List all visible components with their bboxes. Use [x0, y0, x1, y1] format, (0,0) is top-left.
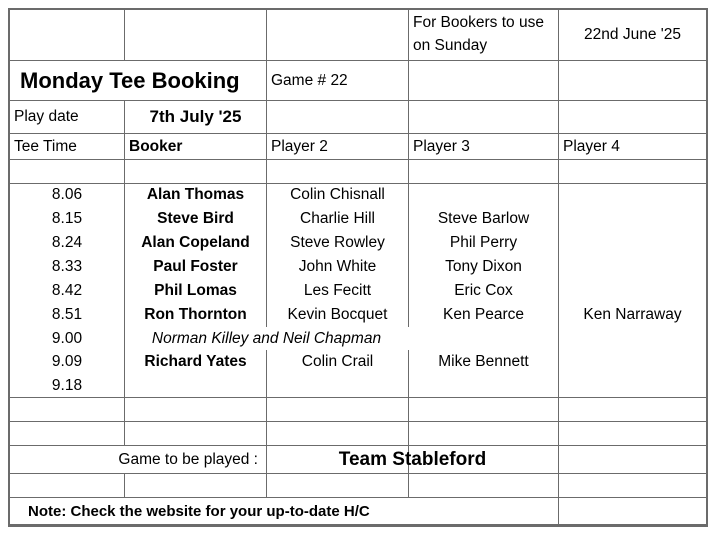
player-3-name: Steve Barlow: [437, 210, 530, 227]
tee-time: 8.24: [51, 234, 83, 251]
tee-time: 8.51: [51, 306, 83, 323]
grid-line: [8, 524, 708, 527]
grid-line: [558, 8, 559, 527]
player-2-name: Charlie Hill: [300, 210, 375, 227]
booker-name: Paul Foster: [153, 258, 238, 275]
game-format-value: Team Stableford: [338, 448, 487, 470]
player-3-name: Phil Perry: [449, 234, 518, 251]
column-header-player-3: Player 3: [413, 137, 470, 155]
player-3-name: Ken Pearce: [443, 306, 524, 323]
player-2-name: Les Fecitt: [303, 282, 372, 299]
tee-time: 8.06: [51, 186, 83, 203]
tee-time: 9.09: [51, 353, 83, 370]
player-3-name: Mike Bennett: [438, 353, 529, 370]
player-3-name: Tony Dixon: [445, 258, 522, 275]
player-2-name: Colin Chisnall: [290, 186, 385, 203]
grid-line: [8, 473, 708, 474]
page-title: Monday Tee Booking: [20, 67, 240, 93]
tee-time: 8.42: [51, 282, 83, 299]
booker-name: Steve Bird: [157, 210, 234, 227]
tee-time: 9.00: [51, 329, 83, 347]
grid-line: [8, 421, 708, 422]
player-3-name: Eric Cox: [454, 282, 513, 299]
issue-date: 22nd June '25: [584, 26, 681, 43]
play-date-value: 7th July '25: [149, 107, 242, 126]
player-2-name: John White: [298, 258, 377, 275]
game-format-label: Game to be played :: [118, 450, 258, 468]
column-header-tee-time: Tee Time: [14, 137, 77, 155]
play-date-label: Play date: [14, 108, 79, 125]
tee-time: 8.15: [51, 210, 83, 227]
column-header-player-2: Player 2: [271, 137, 328, 155]
grid-line: [124, 473, 125, 497]
booker-name: Alan Copeland: [141, 234, 250, 251]
player-4-name: Ken Narraway: [583, 306, 682, 323]
merged-booking-note: Norman Killey and Neil Chapman: [151, 329, 382, 347]
column-header-booker: Booker: [129, 137, 183, 155]
grid-line: [8, 159, 708, 160]
booker-name: Alan Thomas: [146, 186, 245, 203]
player-2-name: Kevin Bocquet: [287, 306, 388, 323]
booker-name: Ron Thornton: [144, 306, 247, 323]
player-2-name: Colin Crail: [301, 353, 374, 370]
game-number: Game # 22: [271, 71, 348, 89]
tee-time: 9.18: [51, 376, 83, 394]
grid-line: [8, 397, 708, 398]
grid-line: [706, 8, 708, 527]
booker-name: Richard Yates: [144, 353, 247, 370]
grid-line: [124, 8, 125, 60]
booker-name: Phil Lomas: [154, 282, 237, 299]
tee-booking-sheet: [8, 8, 708, 527]
player-2-name: Steve Rowley: [290, 234, 385, 251]
column-header-player-4: Player 4: [563, 137, 620, 155]
footer-note: Note: Check the website for your up-to-date H/C: [28, 502, 370, 520]
bookers-note: For Bookers to use on Sunday: [413, 14, 544, 54]
tee-time: 8.33: [51, 258, 83, 275]
